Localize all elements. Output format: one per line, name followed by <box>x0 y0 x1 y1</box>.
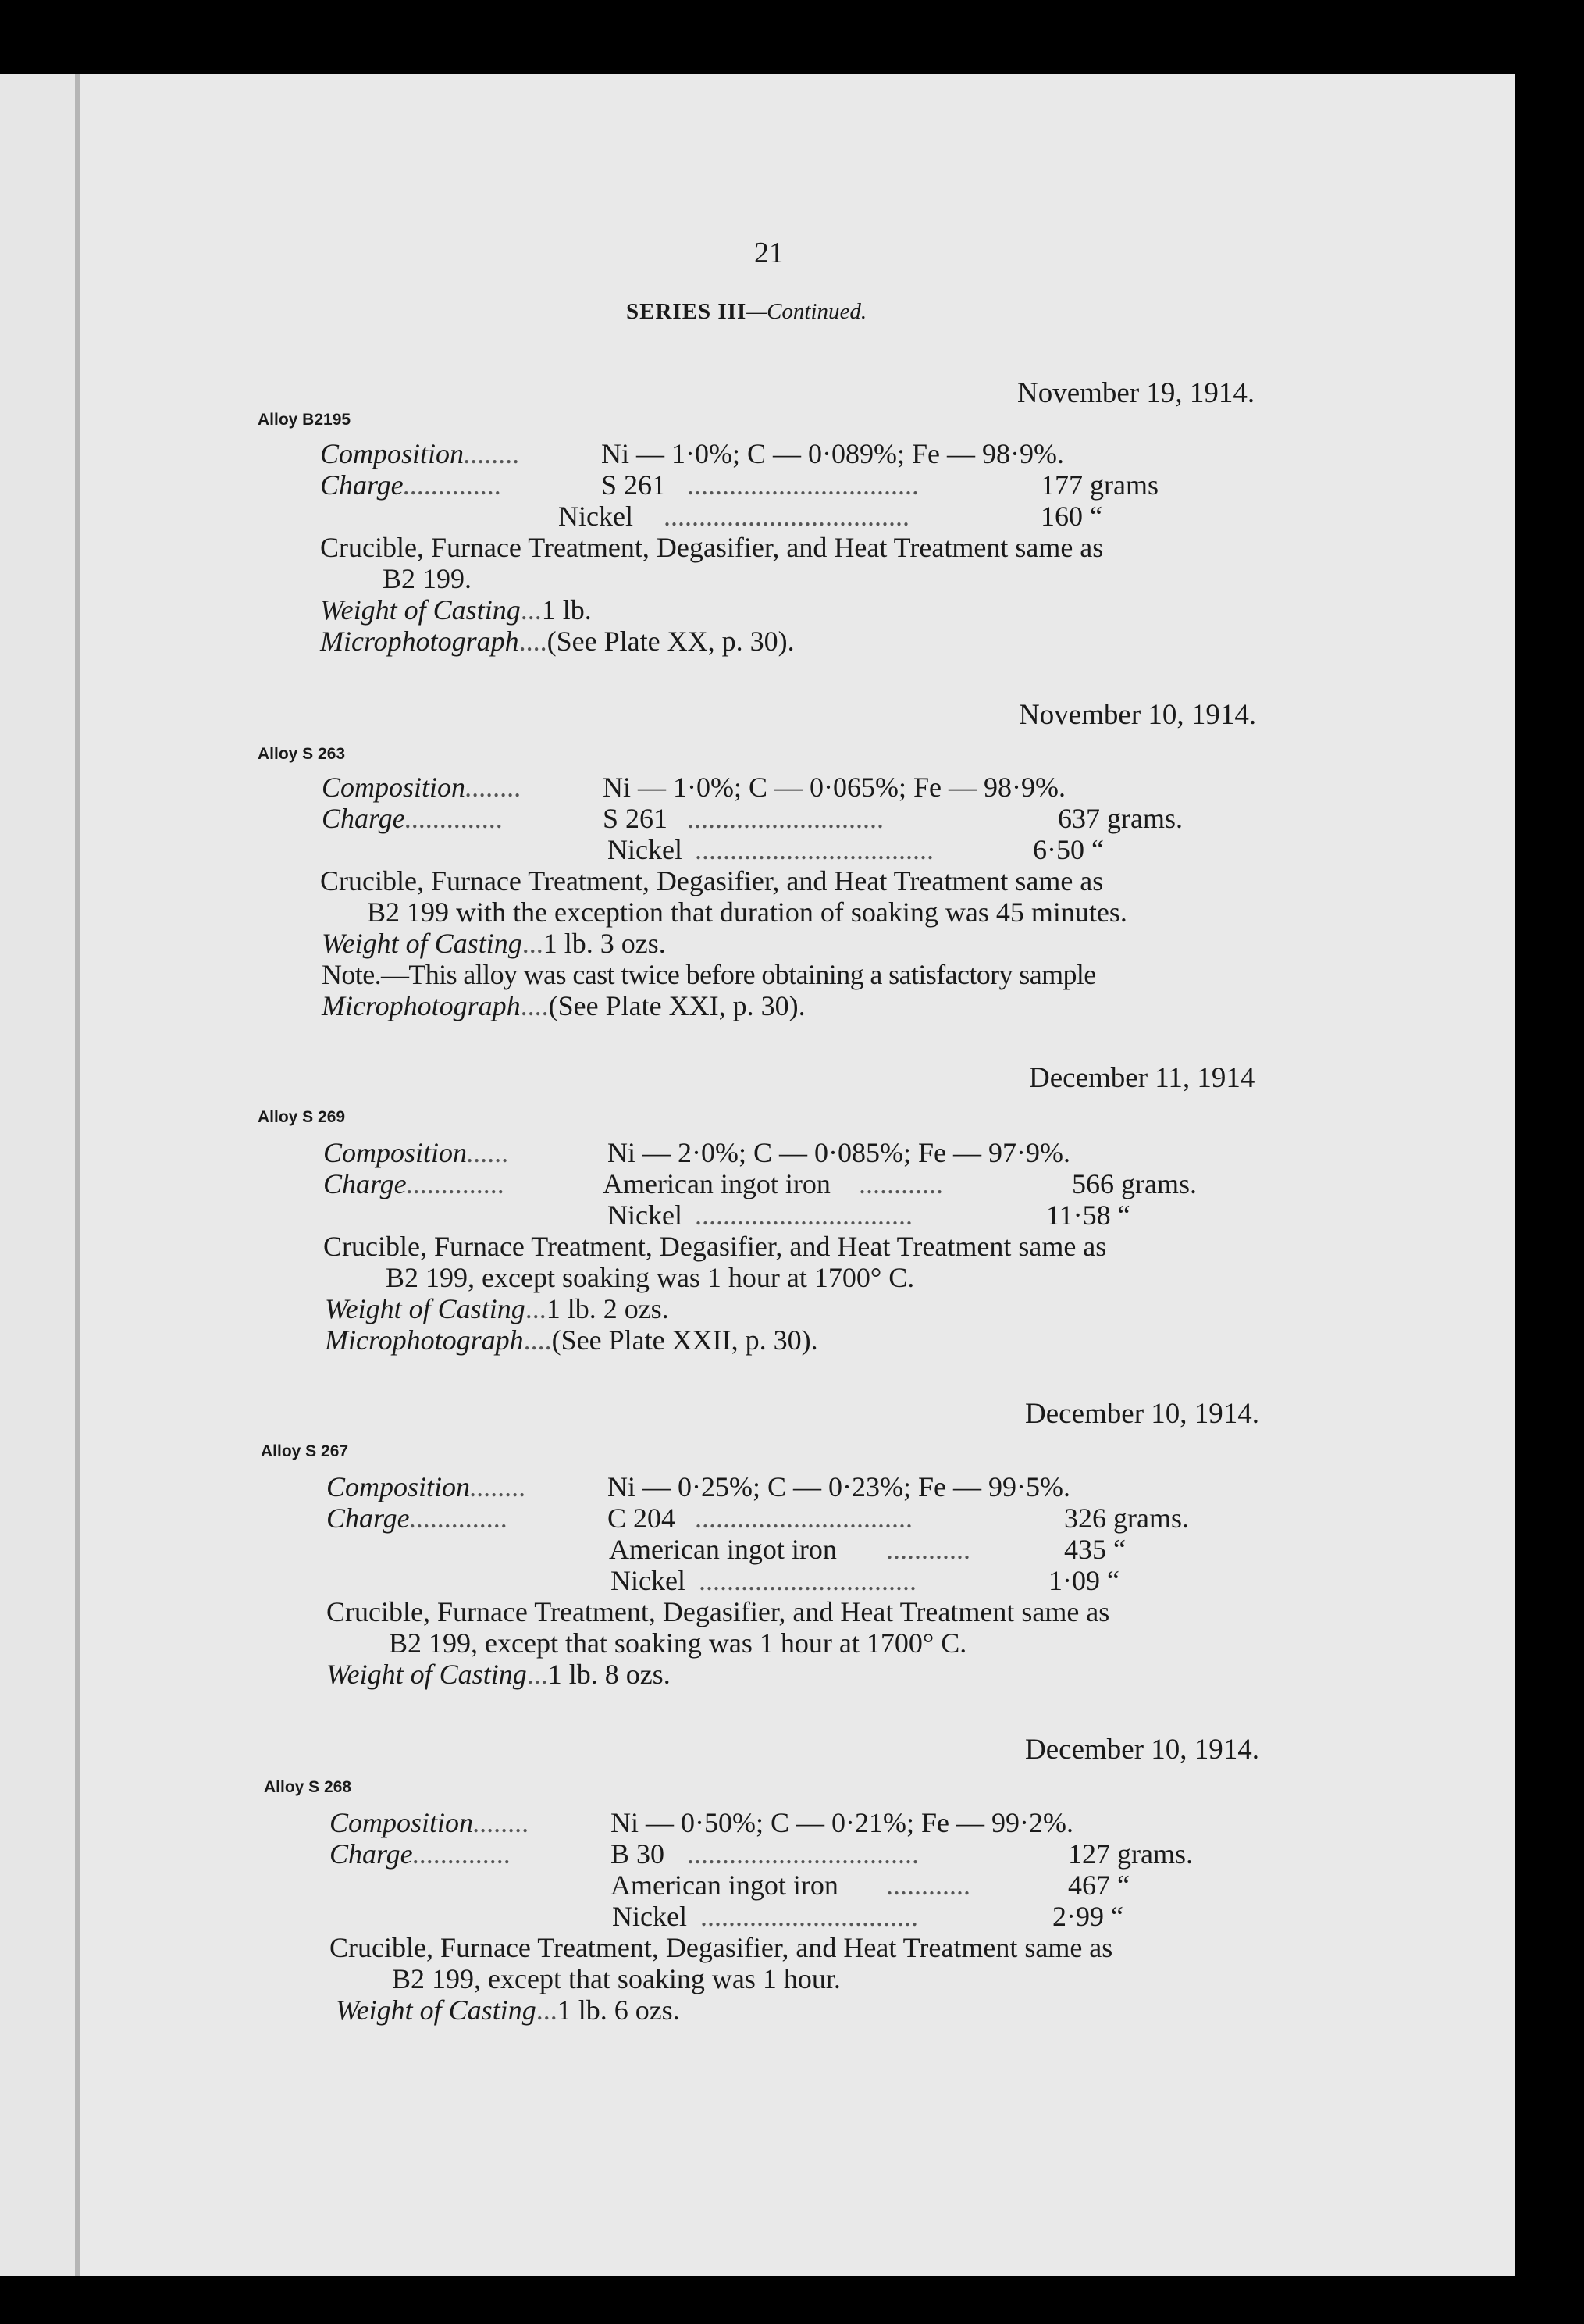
facing-page-edge <box>0 74 75 2276</box>
composition-value: Ni — 0·50%; C — 0·21%; Fe — 99·2%. <box>610 1807 1073 1838</box>
charge-label: Charge.............. <box>320 469 502 501</box>
page-gutter <box>75 74 80 2276</box>
charge-item: Nickel <box>607 1199 682 1231</box>
charge-qty: 160 “ <box>1041 501 1102 532</box>
weight-of-casting: Weight of Casting...1 lb. <box>320 594 592 626</box>
composition-label: Composition........ <box>322 772 522 803</box>
charge-qty: 435 “ <box>1064 1534 1126 1565</box>
composition-label: Composition........ <box>320 438 521 469</box>
composition-value: Ni — 0·25%; C — 0·23%; Fe — 99·5%. <box>607 1471 1070 1502</box>
microphotograph: Microphotograph....(See Plate XXII, p. 30). <box>325 1324 818 1356</box>
weight-of-casting: Weight of Casting...1 lb. 6 ozs. <box>336 1994 680 2026</box>
leader-dots: ............ <box>886 1870 970 1901</box>
charge-qty: 2·99 “ <box>1052 1901 1123 1932</box>
leader-dots: ............................... <box>700 1901 918 1932</box>
leader-dots: ............................... <box>699 1565 917 1596</box>
charge-label: Charge.............. <box>322 803 504 834</box>
charge-item: American ingot iron <box>609 1534 837 1565</box>
leader-dots: ............................ <box>687 803 884 834</box>
crucible-text: Crucible, Furnace Treatment, Degasifier, and Heat Treatment same as <box>329 1932 1113 1963</box>
leader-dots: ................................. <box>687 1838 919 1870</box>
charge-label: Charge.............. <box>326 1502 508 1534</box>
composition-label: Composition........ <box>326 1471 527 1502</box>
crucible-text: Crucible, Furnace Treatment, Degasifier, and Heat Treatment same as <box>326 1596 1110 1627</box>
charge-qty: 127 grams. <box>1068 1838 1193 1870</box>
charge-item: S 261 <box>601 469 667 501</box>
entry-date: November 10, 1914. <box>1019 699 1257 731</box>
charge-qty: 326 grams. <box>1064 1502 1189 1534</box>
charge-label: Charge.............. <box>329 1838 511 1870</box>
alloy-label: Alloy B2195 <box>258 411 351 429</box>
leader-dots: ............ <box>859 1168 943 1199</box>
charge-item: American ingot iron <box>603 1168 831 1199</box>
alloy-label: Alloy S 268 <box>264 1778 352 1796</box>
leader-dots: ............................... <box>695 1199 913 1231</box>
series-heading: SERIES III—Continued. <box>626 299 867 324</box>
charge-qty: 177 grams <box>1041 469 1159 501</box>
charge-qty: 566 grams. <box>1072 1168 1197 1199</box>
composition-label: Composition...... <box>323 1137 510 1168</box>
entry-date: November 19, 1914. <box>1017 377 1255 409</box>
charge-item: B 30 <box>610 1838 665 1870</box>
charge-qty: 637 grams. <box>1058 803 1183 834</box>
note: Note.—This alloy was cast twice before obtaining a satisfactory sample <box>322 959 1096 990</box>
crucible-text: Crucible, Furnace Treatment, Degasifier, and Heat Treatment same as <box>323 1231 1107 1262</box>
leader-dots: ................................. <box>687 469 919 501</box>
crucible-text-cont: B2 199, except soaking was 1 hour at 1700° C. <box>386 1262 915 1293</box>
charge-item: Nickel <box>607 834 682 865</box>
crucible-text-cont: B2 199 with the exception that duration of soaking was 45 minutes. <box>367 896 1127 928</box>
charge-label: Charge.............. <box>323 1168 505 1199</box>
charge-qty: 11·58 “ <box>1046 1199 1130 1231</box>
composition-label: Composition........ <box>329 1807 530 1838</box>
composition-value: Ni — 1·0%; C — 0·089%; Fe — 98·9%. <box>601 438 1064 469</box>
weight-of-casting: Weight of Casting...1 lb. 3 ozs. <box>322 928 666 959</box>
composition-value: Ni — 1·0%; C — 0·065%; Fe — 98·9%. <box>603 772 1066 803</box>
alloy-label: Alloy S 263 <box>258 745 346 763</box>
crucible-text: Crucible, Furnace Treatment, Degasifier, and Heat Treatment same as <box>320 532 1104 563</box>
weight-of-casting: Weight of Casting...1 lb. 8 ozs. <box>326 1659 671 1690</box>
leader-dots: .................................. <box>695 834 934 865</box>
alloy-label: Alloy S 267 <box>261 1442 349 1460</box>
crucible-text-cont: B2 199, except that soaking was 1 hour. <box>392 1963 841 1994</box>
charge-qty: 6·50 “ <box>1033 834 1104 865</box>
crucible-text-cont: B2 199. <box>383 563 472 594</box>
charge-item: S 261 <box>603 803 668 834</box>
crucible-text: Crucible, Furnace Treatment, Degasifier, and Heat Treatment same as <box>320 865 1104 896</box>
page-number: 21 <box>754 237 784 269</box>
weight-of-casting: Weight of Casting...1 lb. 2 ozs. <box>325 1293 669 1324</box>
charge-item: Nickel <box>558 501 633 532</box>
microphotograph: Microphotograph....(See Plate XX, p. 30). <box>320 626 795 657</box>
charge-qty: 467 “ <box>1068 1870 1130 1901</box>
entry-date: December 10, 1914. <box>1025 1398 1260 1430</box>
charge-item: Nickel <box>612 1901 687 1932</box>
leader-dots: ............................... <box>695 1502 913 1534</box>
leader-dots: ................................... <box>664 501 909 532</box>
crucible-text-cont: B2 199, except that soaking was 1 hour at 1700° C. <box>389 1627 967 1659</box>
entry-date: December 11, 1914 <box>1029 1062 1255 1094</box>
charge-item: American ingot iron <box>610 1870 838 1901</box>
charge-item: Nickel <box>610 1565 685 1596</box>
alloy-label: Alloy S 269 <box>258 1108 346 1126</box>
microphotograph: Microphotograph....(See Plate XXI, p. 30). <box>322 990 806 1021</box>
charge-qty: 1·09 “ <box>1048 1565 1119 1596</box>
leader-dots: ............ <box>886 1534 970 1565</box>
charge-item: C 204 <box>607 1502 676 1534</box>
composition-value: Ni — 2·0%; C — 0·085%; Fe — 97·9%. <box>607 1137 1070 1168</box>
entry-date: December 10, 1914. <box>1025 1734 1260 1766</box>
